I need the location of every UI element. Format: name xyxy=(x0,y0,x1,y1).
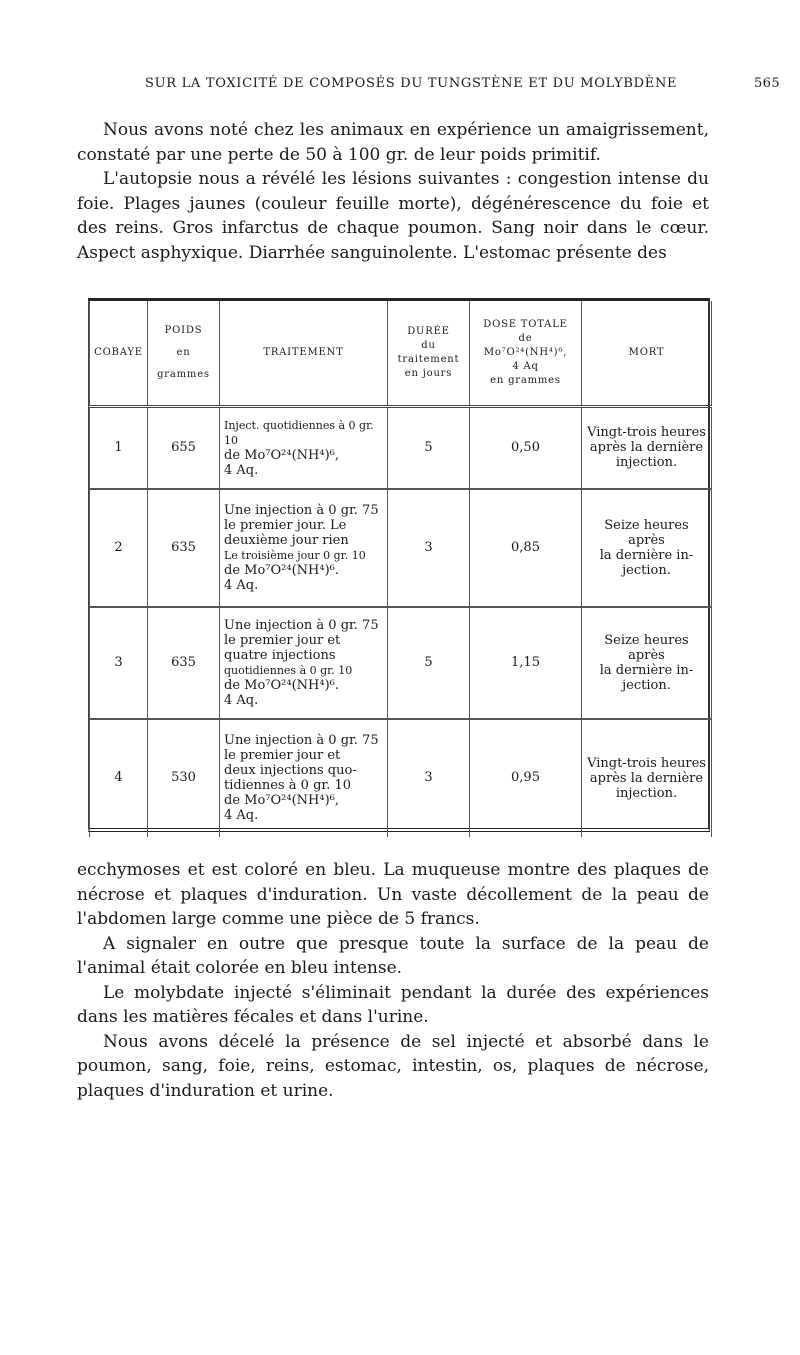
cell-dose: 0,50 xyxy=(470,407,582,489)
cell-traitement: Une injection à 0 gr. 75 le premier jour et quatre injections quotidiennes à 0 gr. 10 de Mo⁷O²⁴(NH⁴)⁶. 4 Aq. xyxy=(220,607,388,719)
table-row xyxy=(90,489,712,607)
bottom-text xyxy=(77,858,709,1103)
cell-poids: 655 xyxy=(148,407,220,489)
running-header xyxy=(145,76,780,91)
results-table-frame xyxy=(88,298,710,832)
paragraph: ecchymoses et est coloré en bleu. La muqueuse montre des plaques de nécrose et plaques d'induration. Un vaste décollement de la peau de l'abdomen large comme une pièce de 5 francs. xyxy=(77,860,709,929)
cell-mort: Seize heures après la dernière in- jection. xyxy=(582,607,712,719)
paragraph: Nous avons noté chez les animaux en expérience un amaigrissement, constaté par une perte de 50 à 100 gr. de leur poids primitif. xyxy=(77,120,709,165)
paragraph: A signaler en outre que presque toute la surface de la peau de l'animal était colorée en bleu intense. xyxy=(77,933,709,978)
cell-traitement: Inject. quotidiennes à 0 gr. 10 de Mo⁷O²⁴(NH⁴)⁶, 4 Aq. xyxy=(220,407,388,489)
col-header-traitement: TRAITEMENT xyxy=(220,301,388,407)
cell-poids: 635 xyxy=(148,489,220,607)
running-title: SUR LA TOXICITÉ DE COMPOSÉS DU TUNGSTÈNE ET DU MOLYBDÈNE xyxy=(145,76,678,91)
table-row xyxy=(90,719,712,837)
col-header-dose: DOSE TOTALE de Mo⁷O²⁴(NH⁴)⁶, 4 Aq en grammes xyxy=(470,301,582,407)
cell-mort: Vingt-trois heures après la dernière injection. xyxy=(582,719,712,837)
cell-duree: 5 xyxy=(388,407,470,489)
cell-poids: 635 xyxy=(148,607,220,719)
cell-cobaye: 1 xyxy=(90,407,148,489)
paragraph: Le molybdate injecté s'éliminait pendant la durée des expériences dans les matières fécales et dans l'urine. xyxy=(77,982,709,1027)
paragraph: Nous avons décelé la présence de sel injecté et absorbé dans le poumon, sang, foie, reins, estomac, intestin, os, plaques de nécrose, plaques d'induration et urine. xyxy=(77,1031,709,1101)
results-table xyxy=(89,301,712,837)
cell-traitement: Une injection à 0 gr. 75 le premier jour et deux injections quo- tidiennes à 0 gr. 10 de Mo⁷O²⁴(NH⁴)⁶, 4 Aq. xyxy=(220,719,388,837)
col-header-cobaye: COBAYE xyxy=(90,301,148,407)
table-header-row xyxy=(90,301,712,407)
cell-poids: 530 xyxy=(148,719,220,837)
cell-duree: 3 xyxy=(388,719,470,837)
cell-duree: 3 xyxy=(388,489,470,607)
col-header-poids: POIDS en grammes xyxy=(148,301,220,407)
cell-dose: 1,15 xyxy=(470,607,582,719)
cell-dose: 0,85 xyxy=(470,489,582,607)
cell-mort: Seize heures après la dernière in- jection. xyxy=(582,489,712,607)
table-row xyxy=(90,607,712,719)
col-header-mort: MORT xyxy=(582,301,712,407)
cell-dose: 0,95 xyxy=(470,719,582,837)
table-row xyxy=(90,407,712,489)
cell-cobaye: 2 xyxy=(90,489,148,607)
cell-duree: 5 xyxy=(388,607,470,719)
page-number: 565 xyxy=(753,76,780,91)
cell-traitement: Une injection à 0 gr. 75 le premier jour. Le deuxième jour rien Le troisième jour 0 gr. 10 de Mo⁷O²⁴(NH⁴)⁶. 4 Aq. xyxy=(220,489,388,607)
cell-cobaye: 4 xyxy=(90,719,148,837)
paragraph: L'autopsie nous a révélé les lésions suivantes : congestion intense du foie. Plages jaunes (couleur feuille morte), dégénérescence du foie et des reins. Gros infarctus de chaque poumon. Sang noir dans le cœur. Aspect asphyxique. Diarrhée sanguinolente. L'estomac présente des xyxy=(77,169,709,263)
col-header-duree: DURÉE du traitement en jours xyxy=(388,301,470,407)
top-text xyxy=(77,118,709,265)
cell-cobaye: 3 xyxy=(90,607,148,719)
cell-mort: Vingt-trois heures après la dernière injection. xyxy=(582,407,712,489)
